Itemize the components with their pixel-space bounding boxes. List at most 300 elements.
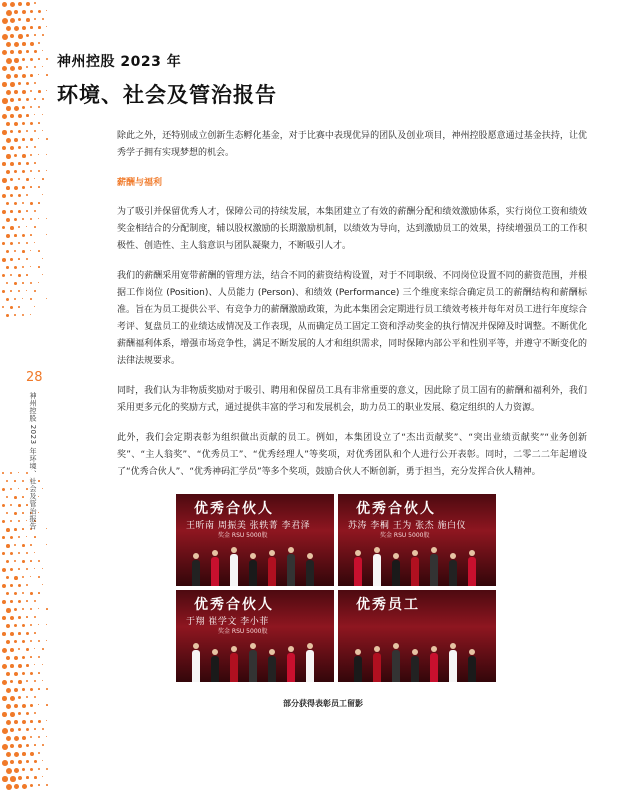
halftone-dot: [22, 202, 24, 204]
halftone-dot: [18, 616, 21, 619]
halftone-dot: [2, 728, 8, 734]
halftone-dot: [18, 744, 22, 748]
halftone-dot: [14, 122, 18, 126]
halftone-dot: [30, 752, 34, 756]
halftone-dot: [26, 696, 28, 698]
halftone-dot: [30, 656, 32, 658]
halftone-dot: [42, 728, 44, 730]
halftone-dot: [30, 234, 32, 236]
stage-person-head: [288, 547, 294, 553]
halftone-dot: [14, 544, 16, 546]
halftone-dot: [22, 186, 25, 189]
halftone-dot: [18, 680, 22, 684]
halftone-dot: [14, 186, 18, 190]
halftone-dot: [30, 784, 33, 787]
halftone-dot: [14, 234, 17, 237]
halftone-dot: [6, 672, 10, 676]
halftone-dot: [18, 290, 20, 292]
halftone-dot: [30, 608, 32, 610]
halftone-dot: [22, 736, 26, 740]
stage-person-head: [374, 547, 380, 553]
halftone-dot: [10, 712, 15, 717]
halftone-dot: [38, 138, 39, 139]
stage-person-head: [412, 550, 418, 556]
halftone-dot: [22, 608, 24, 610]
halftone-dot: [2, 210, 6, 214]
halftone-dot: [34, 712, 36, 714]
halftone-dot: [38, 186, 40, 188]
halftone-dot: [34, 696, 36, 698]
halftone-dot: [14, 10, 18, 14]
halftone-dot: [6, 234, 10, 238]
halftone-dot: [46, 234, 47, 235]
halftone-dot: [2, 274, 5, 277]
stage-person-head: [355, 550, 361, 556]
photo-names: 苏涛 李桐 王为 张杰 施白仪: [348, 521, 466, 531]
stage-person: [192, 560, 200, 586]
halftone-dot: [6, 768, 12, 774]
halftone-dot: [30, 576, 31, 577]
halftone-dot: [38, 58, 40, 60]
halftone-dot: [26, 632, 29, 635]
photo-sub: 奖金 RSU 5000股: [218, 628, 268, 635]
stage-person: [211, 557, 219, 586]
stage-person: [392, 560, 400, 586]
halftone-dot: [46, 90, 47, 91]
halftone-dot: [22, 42, 26, 46]
halftone-dot: [30, 736, 32, 738]
halftone-dot: [10, 130, 13, 133]
halftone-dot: [22, 218, 24, 220]
halftone-dot: [2, 34, 8, 40]
halftone-dot: [34, 114, 35, 115]
stage-person: [230, 554, 238, 586]
halftone-dot: [42, 680, 43, 681]
halftone-dot: [34, 664, 35, 665]
halftone-dot: [34, 600, 36, 602]
halftone-dot: [18, 728, 21, 731]
halftone-dot: [18, 274, 21, 277]
halftone-dot: [6, 544, 10, 548]
halftone-dot: [6, 122, 10, 126]
halftone-dot: [10, 210, 13, 213]
stage-person: [211, 656, 219, 682]
halftone-dot: [14, 560, 16, 562]
halftone-dot: [14, 640, 17, 643]
halftone-dot: [34, 552, 35, 553]
halftone-dot: [46, 784, 48, 786]
halftone-dot: [14, 202, 17, 205]
halftone-dot: [6, 42, 11, 47]
halftone-dot: [10, 98, 14, 102]
halftone-dot: [6, 58, 12, 64]
halftone-dot: [26, 210, 28, 212]
halftone-dot: [14, 768, 19, 773]
halftone-dot: [14, 170, 17, 173]
halftone-dot: [10, 552, 13, 555]
stage-person: [268, 656, 276, 682]
photo-label: 优秀员工: [356, 597, 420, 613]
halftone-dot: [34, 536, 36, 538]
halftone-dot: [10, 776, 16, 782]
halftone-dot: [18, 50, 22, 54]
halftone-dot: [2, 616, 6, 620]
halftone-dot: [6, 90, 11, 95]
halftone-dot: [10, 242, 13, 245]
halftone-dot: [26, 242, 28, 244]
halftone-dot: [34, 178, 35, 179]
halftone-dot: [2, 584, 6, 588]
photo-sub: 奖金 RSU 5000股: [218, 532, 268, 539]
halftone-dot: [30, 672, 33, 675]
halftone-dot: [10, 114, 14, 118]
stage-person-head: [469, 649, 475, 655]
halftone-dot: [2, 18, 8, 24]
halftone-dot: [34, 760, 37, 763]
halftone-dot: [2, 306, 4, 308]
halftone-dot: [22, 592, 24, 594]
halftone-dot: [38, 784, 40, 786]
award-photo: [176, 590, 334, 682]
photo-caption: 部分获得表彰员工留影: [283, 699, 363, 708]
halftone-dot: [22, 154, 26, 158]
halftone-dot: [30, 266, 31, 267]
halftone-dot: [30, 186, 32, 188]
stage-person-head: [288, 646, 294, 652]
halftone-dot: [34, 306, 35, 307]
halftone-dot: [30, 74, 33, 77]
halftone-dot: [10, 728, 14, 732]
paragraph-1: 为了吸引并保留优秀人才，保障公司的持续发展，本集团建立了有效的薪酬分配和绩效激励体系，实行岗位工资和绩效奖金相结合的分配制度，辅以股权激励的长期激励机制，以绩效为导向，达到激励员工的效果，持续增强员工的工作积极性、创造性、主人翁意识与团队凝聚力，不断吸引人才。: [117, 207, 587, 251]
halftone-dot: [2, 146, 6, 150]
halftone-dot: [2, 552, 5, 555]
halftone-dot: [26, 728, 29, 731]
halftone-dot: [22, 640, 25, 643]
halftone-dot: [34, 50, 37, 53]
halftone-dot: [10, 744, 14, 748]
halftone-dot: [22, 266, 24, 268]
halftone-dot: [26, 130, 28, 132]
halftone-dot: [10, 194, 13, 197]
halftone-dot: [10, 18, 15, 23]
halftone-dot: [46, 298, 47, 299]
halftone-dot: [46, 688, 48, 690]
halftone-dot: [38, 768, 40, 770]
halftone-dot: [6, 704, 11, 709]
stage-person-head: [393, 643, 399, 649]
halftone-dot: [46, 704, 48, 706]
halftone-dot: [38, 656, 40, 658]
halftone-dot: [6, 656, 10, 660]
stage-person: [230, 653, 238, 682]
halftone-dot: [38, 26, 41, 29]
halftone-dot: [22, 314, 24, 316]
halftone-dot: [22, 234, 25, 237]
halftone-dot: [22, 784, 27, 789]
halftone-dot: [22, 656, 25, 659]
halftone-dot: [6, 106, 11, 111]
halftone-dot: [2, 632, 6, 636]
halftone-dot: [14, 752, 19, 757]
page-header: [57, 51, 277, 109]
halftone-dot: [30, 592, 33, 595]
halftone-dot: [10, 520, 12, 522]
halftone-dot: [6, 736, 11, 741]
halftone-dot: [10, 568, 13, 571]
stage-person-head: [269, 550, 275, 556]
halftone-dot: [30, 26, 33, 29]
halftone-dot: [6, 576, 9, 579]
stage-person: [373, 653, 381, 682]
halftone-dot: [38, 74, 39, 75]
halftone-dot: [38, 122, 40, 124]
halftone-dot: [10, 536, 13, 539]
halftone-dot: [14, 688, 18, 692]
halftone-dot: [6, 218, 10, 222]
halftone-dot: [18, 114, 22, 118]
halftone-dot: [6, 560, 9, 563]
halftone-dot: [22, 720, 26, 724]
stage-person-head: [307, 553, 313, 559]
section-heading: 薪酬与福利: [117, 178, 163, 188]
stage-person-head: [450, 643, 456, 649]
halftone-dot: [26, 664, 29, 667]
stage-person-head: [307, 643, 313, 649]
halftone-dot: [10, 258, 13, 261]
halftone-dot: [34, 728, 36, 730]
halftone-dot: [6, 298, 9, 301]
halftone-dot: [30, 90, 32, 92]
halftone-dot: [6, 202, 9, 205]
halftone-dot: [34, 66, 36, 68]
halftone-dot: [38, 154, 39, 155]
halftone-dot: [2, 2, 7, 7]
halftone-dot: [26, 226, 27, 227]
award-photo: [176, 494, 334, 586]
halftone-dot: [38, 512, 39, 513]
stage-person-head: [431, 646, 437, 652]
halftone-dot: [34, 34, 36, 36]
halftone-dot: [18, 242, 20, 244]
halftone-dot: [22, 528, 24, 530]
halftone-dot: [22, 576, 24, 578]
halftone-dot: [2, 226, 5, 229]
stage-person: [268, 557, 276, 586]
halftone-dot: [14, 106, 19, 111]
halftone-dot: [22, 496, 24, 498]
halftone-dot: [26, 98, 29, 101]
halftone-dot: [6, 186, 10, 190]
halftone-dot: [6, 26, 11, 31]
halftone-dot: [30, 704, 33, 707]
stage-person: [249, 560, 257, 586]
halftone-dot: [18, 162, 21, 165]
halftone-dot: [46, 720, 47, 721]
halftone-dot: [2, 258, 6, 262]
halftone-dot: [6, 250, 9, 253]
page-number: 28: [26, 370, 43, 385]
stage-person: [287, 554, 295, 586]
halftone-dot: [10, 290, 12, 292]
halftone-dot: [6, 512, 8, 514]
halftone-dot: [34, 226, 36, 228]
halftone-dot: [18, 306, 20, 308]
halftone-dot: [30, 250, 31, 251]
halftone-dot: [18, 536, 20, 538]
halftone-dot: [18, 632, 21, 635]
paragraph-2: 我们的薪酬采用宽带薪酬的管理方法，结合不同的薪资结构设置，对于不同职级、不同岗位设置不同的薪资范围，并根据工作岗位 (Position)、人员能力 (Person)、和绩效 (Performance) 三个维度来综合确定员工的薪酬结构和薪酬标准。旨在为员工提供公平、有竞争力的薪酬激励政策，为此本集团会定期进行员工绩效考核并每年对员工进行年度综合考评、复盘员工的业绩达成情况及工作表现，从而确定员工固定工资和浮动奖金的执行情况并保障及时调整。不断优化薪酬福利体系，增强市场竞争性，满足不断发展的人才和组织需求，同时保障内部公平和性别平等，并遵守不断变化的法律法规要求。: [117, 271, 587, 366]
halftone-dot: [6, 314, 9, 317]
halftone-dot: [26, 760, 29, 763]
halftone-dot: [2, 194, 6, 198]
halftone-dot: [10, 760, 14, 764]
halftone-dot: [38, 106, 40, 108]
halftone-dot: [14, 592, 17, 595]
halftone-dot: [14, 266, 17, 269]
halftone-dot: [18, 146, 21, 149]
halftone-dot: [10, 274, 12, 276]
halftone-dot: [22, 298, 23, 299]
halftone-dot: [42, 178, 44, 180]
halftone-dot: [10, 50, 14, 54]
halftone-dot: [46, 10, 47, 11]
halftone-dot: [34, 632, 36, 634]
stage-person-head: [231, 646, 237, 652]
halftone-dot: [10, 616, 14, 620]
halftone-dot: [2, 776, 8, 782]
halftone-dot: [22, 752, 26, 756]
halftone-dot: [42, 274, 43, 275]
halftone-dot: [14, 298, 16, 300]
halftone-dot: [34, 616, 36, 618]
halftone-dot: [18, 664, 22, 668]
halftone-dot: [22, 10, 26, 14]
halftone-dot: [14, 314, 16, 316]
stage-person-head: [469, 550, 475, 556]
halftone-dot: [34, 776, 37, 779]
halftone-dot: [10, 680, 13, 683]
stage-person-head: [450, 553, 456, 559]
halftone-dot: [6, 496, 8, 498]
halftone-dot: [26, 584, 28, 586]
halftone-dot: [34, 130, 36, 132]
halftone-dot: [34, 162, 36, 164]
halftone-dot: [30, 42, 34, 46]
halftone-dot: [6, 592, 9, 595]
halftone-dot: [26, 50, 29, 53]
halftone-dot: [14, 528, 17, 531]
halftone-dot: [2, 82, 7, 87]
stage-person: [392, 650, 400, 682]
halftone-dot: [10, 226, 14, 230]
halftone-dot: [26, 290, 27, 291]
halftone-dot: [14, 672, 18, 676]
stage-person: [411, 656, 419, 682]
halftone-dot: [14, 154, 17, 157]
halftone-dot: [46, 624, 47, 625]
report-title: 环境、社会及管治报告: [57, 83, 277, 107]
stage-person: [192, 650, 200, 682]
photo-sub: 奖金 RSU 5000股: [380, 532, 430, 539]
stage-person: [430, 554, 438, 586]
halftone-dot: [2, 744, 8, 750]
halftone-dot: [26, 146, 28, 148]
halftone-dot: [6, 74, 11, 79]
halftone-dot: [6, 480, 8, 482]
paragraph-3: 同时，我们认为非物质奖励对于吸引、聘用和保留员工具有非常重要的意义，因此除了员工固有的薪酬和福利外，我们采用更多元化的奖励方式，通过提供丰富的学习和发展机会，助力员工的职业发展、稳定组织的人力资源。: [117, 386, 587, 413]
halftone-dot: [10, 34, 14, 38]
halftone-dot: [10, 66, 15, 71]
halftone-dot: [2, 680, 7, 685]
photo-label: 优秀合伙人: [194, 597, 274, 613]
halftone-dot: [46, 26, 47, 27]
halftone-dot: [26, 600, 28, 602]
halftone-dot: [18, 34, 23, 39]
halftone-dot: [30, 560, 32, 562]
halftone-dot: [42, 66, 43, 67]
stage-person: [354, 557, 362, 586]
halftone-dot: [30, 640, 32, 642]
halftone-dot: [18, 488, 19, 489]
halftone-dot: [38, 688, 40, 690]
photo-names: 王昕南 周振美 张轶菁 李君泽: [186, 521, 311, 531]
halftone-dot: [2, 98, 8, 104]
halftone-dot: [10, 488, 12, 490]
halftone-dot: [18, 600, 21, 603]
halftone-dot: [30, 202, 33, 205]
halftone-dot: [2, 536, 5, 539]
decorative-dot-pattern-top: [0, 0, 48, 330]
halftone-dot: [14, 58, 19, 63]
halftone-dot: [26, 18, 30, 22]
halftone-dot: [42, 98, 44, 100]
halftone-dot: [2, 488, 5, 491]
halftone-dot: [14, 512, 17, 515]
stage-person-head: [269, 649, 275, 655]
halftone-dot: [42, 194, 43, 195]
halftone-dot: [30, 10, 33, 13]
halftone-dot: [6, 266, 9, 269]
intro-paragraph: 除此之外，还特别成立创新生态孵化基金，对于比赛中表现优异的团队及创业项目，神州控股愿意通过基金扶持，让优秀学子拥有实现梦想的机会。: [117, 131, 587, 158]
stage-person: [449, 560, 457, 586]
halftone-dot: [30, 688, 33, 691]
halftone-dot: [2, 760, 8, 766]
halftone-dot: [38, 720, 41, 723]
stage-person-head: [431, 547, 437, 553]
award-photo: [338, 494, 496, 586]
halftone-dot: [30, 122, 33, 125]
stage-person-head: [212, 550, 218, 556]
halftone-dot: [10, 504, 12, 506]
halftone-dot: [42, 584, 43, 585]
halftone-dot: [10, 600, 13, 603]
halftone-dot: [46, 170, 47, 171]
stage-person-head: [393, 553, 399, 559]
halftone-dot: [14, 608, 17, 611]
halftone-dot: [18, 194, 21, 197]
halftone-dot: [42, 130, 43, 131]
halftone-dot: [30, 282, 32, 284]
halftone-dot: [6, 170, 10, 174]
halftone-dot: [22, 672, 25, 675]
halftone-dot: [22, 512, 24, 514]
halftone-dot: [2, 696, 7, 701]
halftone-dot: [42, 648, 44, 650]
halftone-dot: [18, 696, 21, 699]
halftone-dot: [38, 90, 41, 93]
halftone-dot: [34, 242, 35, 243]
halftone-dot: [22, 544, 25, 547]
